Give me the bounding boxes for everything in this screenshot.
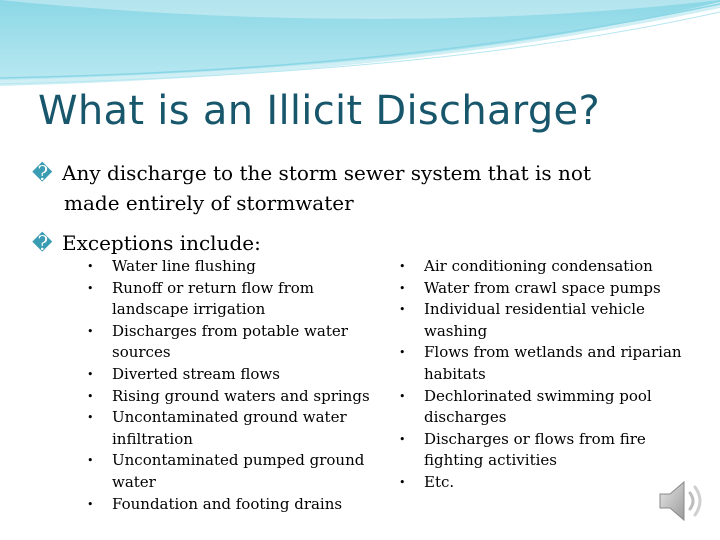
list-item — [87, 386, 382, 408]
list-item-text: Uncontaminated pumped ground water — [112, 451, 365, 491]
list-item-text: Etc. — [424, 472, 455, 491]
exceptions-list-left — [87, 256, 382, 515]
list-item — [399, 429, 694, 472]
list-item — [399, 386, 694, 429]
slide-title: What is an Illicit Discharge? — [38, 88, 600, 134]
list-item — [87, 450, 382, 493]
list-item-text: Discharges from potable water sources — [112, 321, 348, 362]
list-item-text: Water line flushing — [112, 257, 256, 275]
list-item-text: Individual residential vehicle washing — [424, 300, 645, 340]
bullet-dot: • — [399, 281, 406, 295]
list-item — [87, 256, 382, 278]
list-item — [87, 321, 382, 364]
list-item — [87, 407, 382, 450]
list-item — [399, 299, 694, 342]
list-item-text: Flows from wetlands and riparian habitats — [424, 343, 682, 383]
bullet-dot: • — [399, 303, 406, 317]
list-item — [87, 278, 382, 321]
bullet-dot: • — [87, 411, 94, 425]
main-bullet-definition — [32, 158, 672, 218]
bullet-glyph: � — [32, 161, 53, 185]
list-item — [87, 494, 382, 516]
bullet-dot: • — [399, 389, 406, 403]
list-item-text: Air conditioning condensation — [424, 257, 653, 275]
bullet-dot: • — [87, 324, 94, 338]
bullet-dot: • — [87, 367, 94, 381]
list-item — [399, 278, 694, 300]
list-item-text: Diverted stream flows — [112, 364, 280, 383]
list-item-text: Discharges or flows from fire fighting activities — [424, 429, 646, 470]
list-item-text: Water from crawl space pumps — [424, 278, 661, 297]
bullet-dot: • — [399, 346, 406, 360]
bullet-dot: • — [399, 260, 406, 273]
main-bullet-exceptions — [32, 228, 261, 258]
bullet-glyph: � — [32, 231, 53, 255]
list-item — [87, 364, 382, 386]
list-item-text: Uncontaminated ground water infiltration — [112, 408, 347, 448]
bullet-dot: • — [87, 260, 94, 273]
bullet-dot: • — [87, 497, 94, 511]
bullet-dot: • — [87, 281, 94, 295]
bullet-dot: • — [87, 389, 94, 403]
bullet-dot: • — [399, 432, 406, 446]
speaker-icon[interactable] — [652, 476, 708, 526]
definition-line-2: made entirely of stormwater — [64, 191, 354, 215]
list-item-text: Runoff or return flow from landscape irrigation — [112, 278, 314, 319]
list-item-text: Foundation and footing drains — [112, 494, 343, 513]
list-item — [399, 256, 694, 278]
exceptions-list-right — [399, 256, 694, 494]
bullet-dot: • — [399, 475, 406, 489]
definition-line-1: Any discharge to the storm sewer system that is not — [62, 161, 591, 185]
list-item — [399, 342, 694, 385]
list-item-text: Dechlorinated swimming pool discharges — [424, 386, 652, 427]
exceptions-heading: Exceptions include: — [62, 231, 261, 255]
bullet-dot: • — [87, 454, 94, 468]
list-item-text: Rising ground waters and springs — [112, 386, 370, 405]
